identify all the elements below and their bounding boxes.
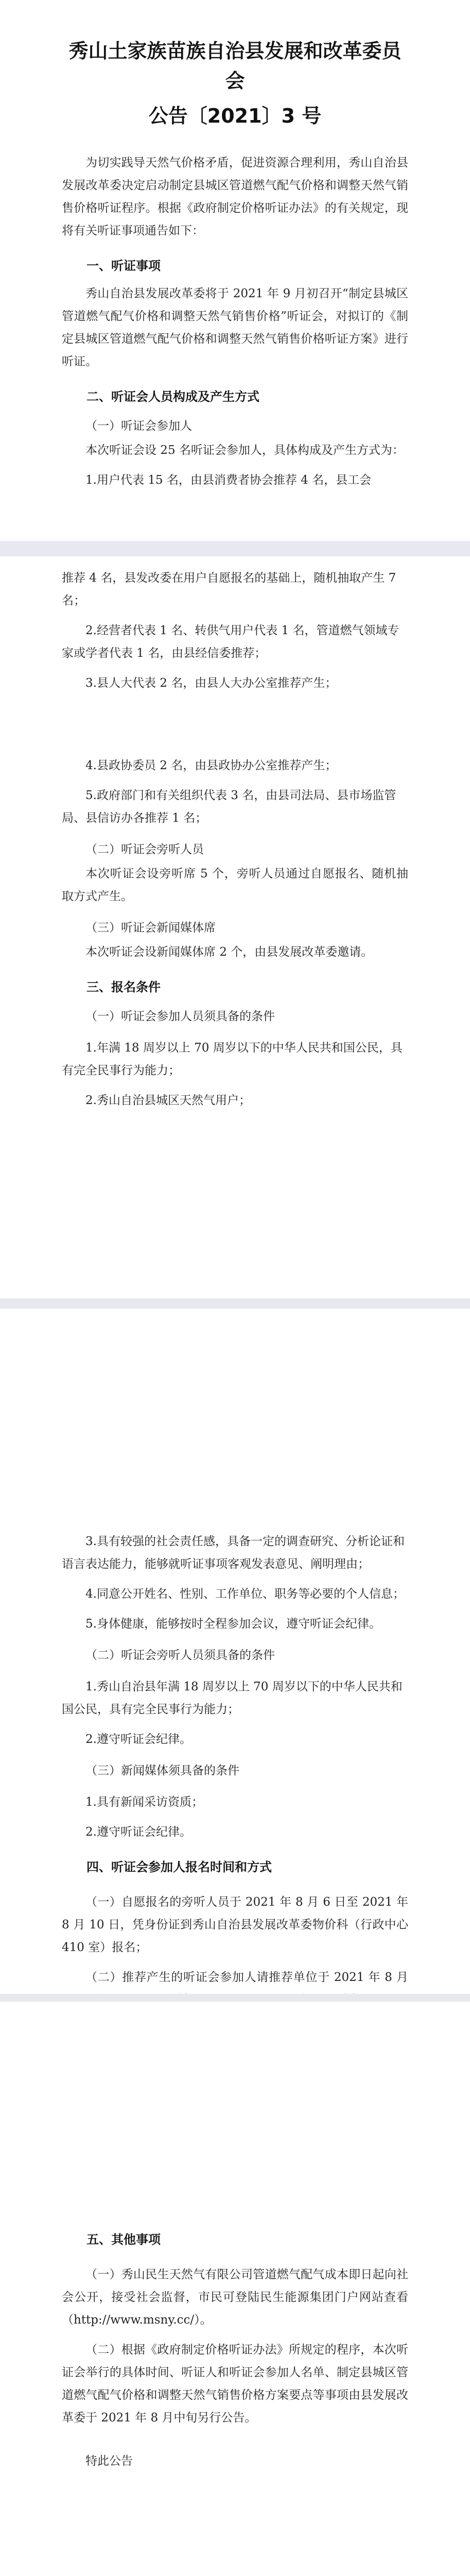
page-gap	[0, 1994, 470, 2002]
list-item: 1.年满 18 周岁以上 70 周岁以下的中华人民共和国公民，具有完全民事行为能力；	[62, 1041, 403, 1077]
section-heading-3: 三、报名条件	[86, 980, 161, 994]
list-item: 4.县政协委员 2 名，由县政协办公室推荐产生；	[85, 759, 337, 772]
document-number: 公告〔2021〕3 号	[148, 105, 322, 127]
participants-intro: 本次听证会设 25 名听证会参加人，具体构成及产生方式为：	[85, 444, 404, 457]
list-item-continued: 推荐 4 名，县发改委在用户自愿报名的基础上，随机抽取产生 7 名；	[62, 571, 396, 607]
list-item: 1.用户代表 15 名，由县消费者协会推荐 4 名，县工会	[85, 473, 372, 487]
section-heading-1: 一、听证事项	[86, 259, 161, 273]
document-page-1	[0, 0, 470, 541]
observers-body: 本次听证会设旁听席 5 个，旁听人员通过自愿报名、随机抽取方式产生。	[62, 867, 408, 903]
registration-paragraph-1: （一）自愿报名的旁听人员于 2021 年 8 月 6 日至 2021 年 8 月 10 日，凭身份证到秀山自治县发展改革委物价科（行政中心 410 室）报名；	[62, 1895, 408, 1954]
list-item: 4.同意公开姓名、性别、工作单位、职务等必要的个人信息；	[85, 1587, 405, 1601]
list-item: 2.经营者代表 1 名、转供气用户代表 1 名，管道燃气领域专家或学者代表 1 名，由县经信委推荐；	[62, 624, 399, 660]
registration-paragraph-2: （二）推荐产生的听证会参加人请推荐单位于 2021 年 8 月	[85, 1971, 408, 1984]
page-gap	[0, 1298, 470, 1309]
document-page-3	[0, 1309, 470, 1994]
document-page-2	[0, 556, 470, 747]
subheading-participants: （一）听证会参加人	[85, 419, 192, 433]
list-item: 2.遵守听证会纪律。	[85, 1733, 192, 1746]
document-page-4	[0, 2002, 470, 2576]
subheading-media: （三）听证会新闻媒体席	[85, 921, 216, 935]
document-title: 秀山土家族苗族自治县发展和改革委员会	[68, 40, 402, 92]
list-item: 1.具有新闻采访资质；	[85, 1795, 203, 1809]
section-heading-5: 五、其他事项	[86, 2232, 161, 2247]
section-heading-2: 二、听证会人员构成及产生方式	[86, 389, 259, 404]
subheading-observer-conditions: （二）听证会旁听人员须具备的条件	[85, 1649, 275, 1662]
subheading-media-conditions: （三）新闻媒体须具备的条件	[85, 1764, 239, 1777]
subheading-participant-conditions: （一）听证会参加人员须具备的条件	[85, 1010, 275, 1023]
section-1-body: 秀山自治县发展改革委将于 2021 年 9 月初召开“制定县城区管道燃气配气价格和调整天然气销售价格”听证会，对拟订的《制定县城区管道燃气配气价格和调整天然气销售价格听证方案》进行听证。	[62, 287, 408, 368]
list-item: 2.遵守听证会纪律。	[85, 1825, 192, 1839]
subheading-observers: （二）听证会旁听人员	[85, 843, 204, 856]
other-matters-paragraph-2: （二）根据《政府制定价格听证办法》所规定的程序，本次听证会举行的具体时间、听证人和听证会参加人名单、制定县城区管道燃气配气价格和调整天然气销售价格方案要点等事项由县发展改革委于 2021 年 8 月中旬另行公告。	[62, 2343, 408, 2425]
list-item: 3.县人大代表 2 名，由县人大办公室推荐产生；	[85, 676, 337, 690]
list-item: 2.秀山自治县城区天然气用户；	[85, 1094, 251, 1107]
intro-paragraph: 为切实践导天然气价格矛盾，促进资源合理利用，秀山自治县发展改革委决定启动制定县城区管道燃气配气价格和调整天然气销售价格听证程序。根据《政府制定价格听证办法》的有关规定，现将有关听证事项通告如下：	[62, 156, 408, 238]
list-item: 1.秀山自治县年满 18 周岁以上 70 周岁以下的中华人民共和国公民，具有完全民事行为能力；	[62, 1680, 403, 1716]
media-body: 本次听证会设新闻媒体席 2 个，由县发展改革委邀请。	[85, 945, 373, 959]
list-item: 5.身体健康，能够按时全程参加会议，遵守听证会纪律。	[85, 1617, 381, 1631]
closing-text: 特此公告	[85, 2454, 133, 2468]
page-gap	[0, 541, 470, 556]
document-page-2b	[0, 747, 470, 1298]
list-item: 3.具有较强的社会责任感，具备一定的调查研究、分析论证和语言表达能力，能够就听证事项客观发表意见、阐明理由；	[62, 1535, 405, 1571]
list-item: 5.政府部门和有关组织代表 3 名，由县司法局、县市场监管局、县信访办各推荐 1 名；	[62, 789, 396, 825]
section-heading-4: 四、听证会参加人报名时间和方式	[86, 1860, 272, 1874]
other-matters-paragraph-1: （一）秀山民生天然气有限公司管道燃气配气成本即日起向社会公开，接受社会监督，市民可登陆民生能源集团门户网站查看（http://www.msny.cc/）。	[62, 2268, 408, 2327]
